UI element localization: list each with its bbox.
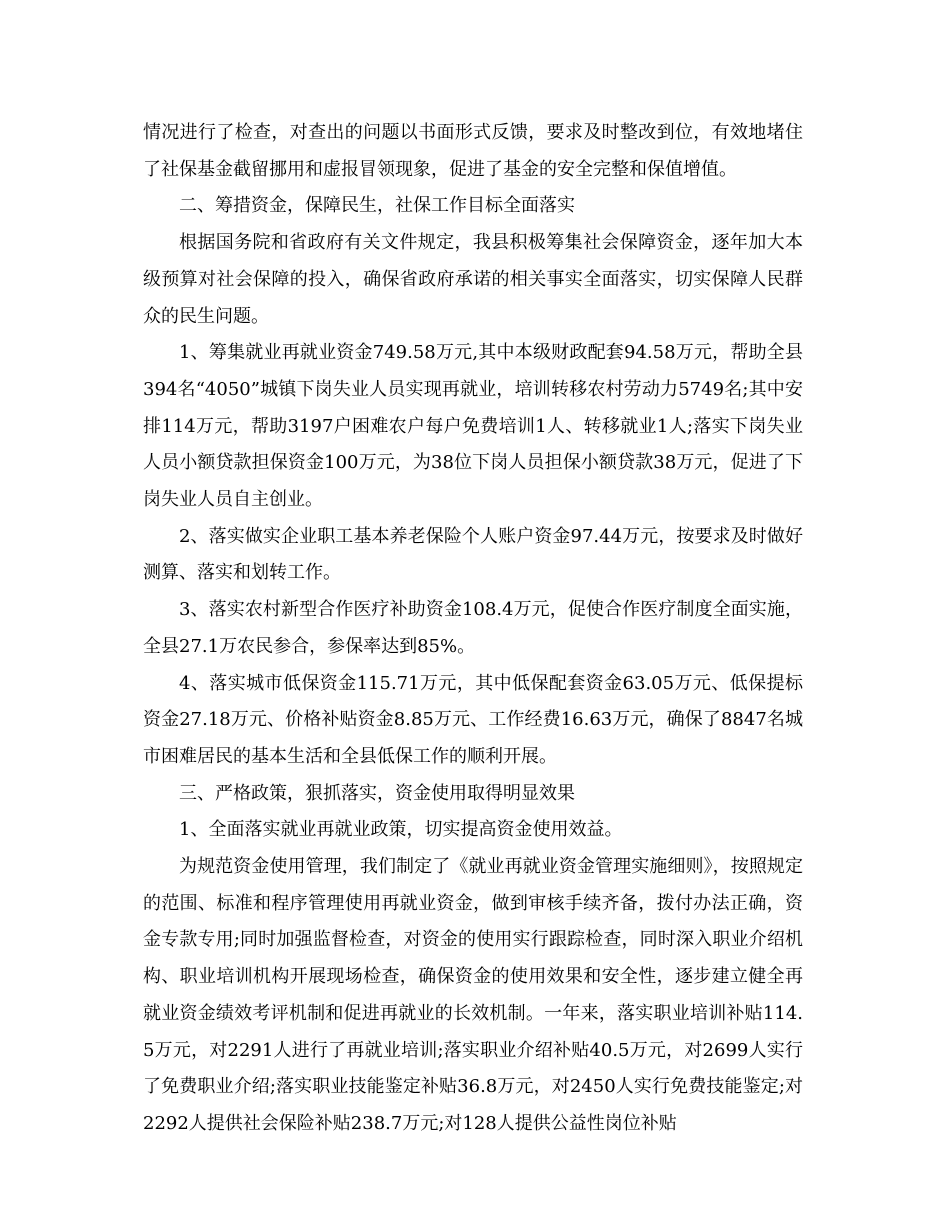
document-page xyxy=(143,115,803,1143)
list-item-1: 1、筹集就业再就业资金749.58万元,其中本级财政配套94.58万元，帮助全县394名“4050”城镇下岗失业人员实现再就业，培训转移农村劳动力5749名;其中安排114万元，帮助3197户困难农户每户免费培训1人、转移就业1人;落实下岗失业人员小额贷款担保资金100万元，为38位下岗人员担保小额贷款38万元，促进了下岗失业人员自主创业。 xyxy=(143,342,803,511)
section-heading-3: 三、严格政策，狠抓落实，资金使用取得明显效果 xyxy=(179,782,575,804)
paragraph-final: 为规范资金使用管理，我们制定了《就业再就业资金管理实施细则》，按照规定的范围、标准和程序管理使用再就业资金，做到审核手续齐备，拨付办法正确，资金专款专用;同时加强监督检查，对资金的使用实行跟踪检查，同时深入职业介绍机构、职业培训机构开展现场检查，确保资金的使用效果和安全性，逐步建立健全再就业资金绩效考评机制和促进再就业的长效机制。一年来，落实职业培训补贴114.5万元，对2291人进行了再就业培训;落实职业介绍补贴40.5万元，对2699人实行了免费职业介绍;落实职业技能鉴定补贴36.8万元，对2450人实行免费技能鉴定;对2292人提供社会保险补贴238.7万元;对128人提供公益性岗位补贴 xyxy=(143,856,803,1134)
subheading-1: 1、全面落实就业再就业政策，切实提高资金使用效益。 xyxy=(179,819,623,841)
list-item-2: 2、落实做实企业职工基本养老保险个人账户资金97.44万元，按要求及时做好测算、落实和划转工作。 xyxy=(143,525,803,584)
list-item-4: 4、落实城市低保资金115.71万元，其中低保配套资金63.05万元、低保提标资金27.18万元、价格补贴资金8.85万元、工作经费16.63万元，确保了8847名城市困难居民的基本生活和全县低保工作的顺利开展。 xyxy=(143,672,803,767)
list-item-3: 3、落实农村新型合作医疗补助资金108.4万元，促使合作医疗制度全面实施，全县27.1万农民参合，参保率达到85%。 xyxy=(143,599,803,657)
section-heading-2: 二、筹措资金，保障民生，社保工作目标全面落实 xyxy=(179,195,575,217)
paragraph-1: 情况进行了检查，对查出的问题以书面形式反馈，要求及时整改到位，有效地堵住了社保基金截留挪用和虚报冒领现象，促进了基金的安全完整和保值增值。 xyxy=(143,122,803,180)
paragraph-3: 根据国务院和省政府有关文件规定，我县积极筹集社会保障资金，逐年加大本级预算对社会保障的投入，确保省政府承诺的相关事实全面落实，切实保障人民群众的民生问题。 xyxy=(143,232,803,327)
